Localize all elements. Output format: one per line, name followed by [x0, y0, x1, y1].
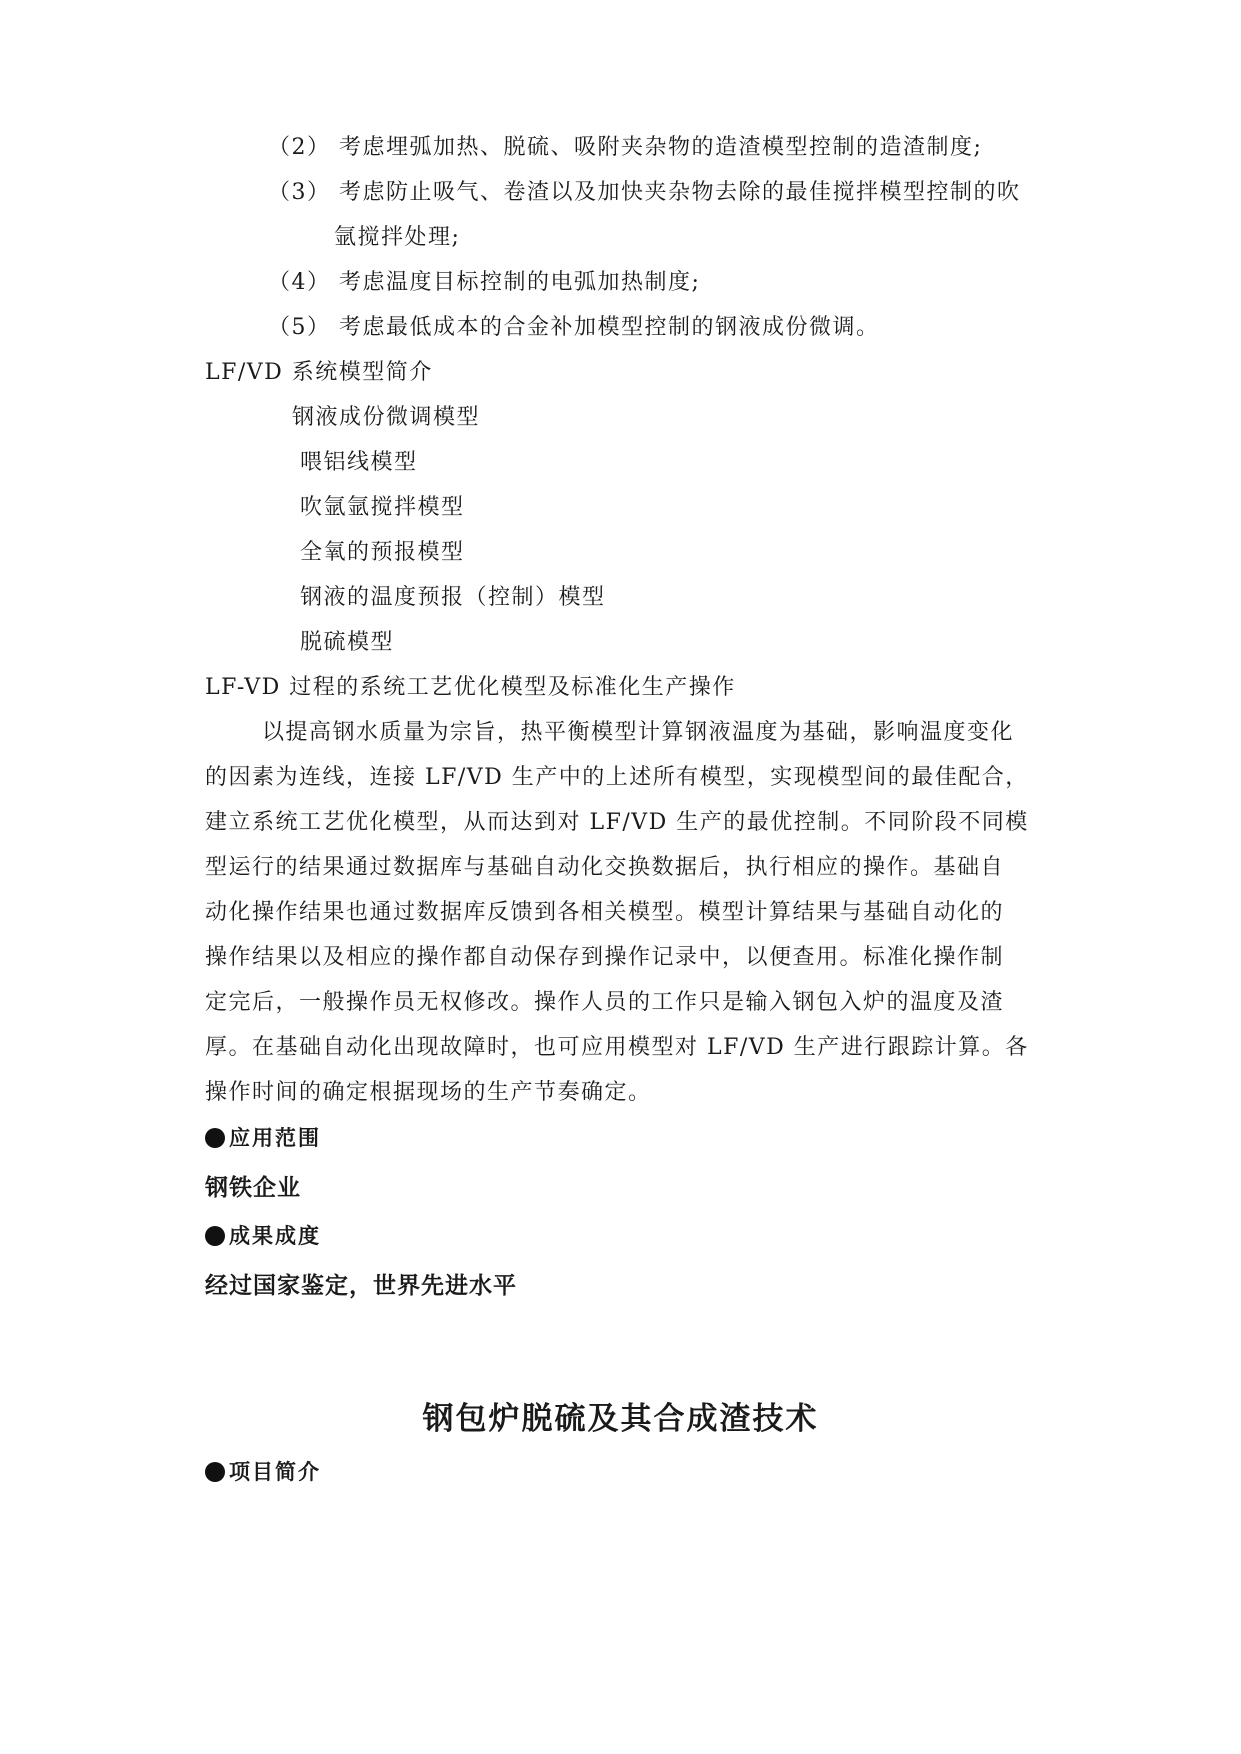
model-item: 全氧的预报模型 — [300, 540, 465, 565]
list-number: （2） — [268, 135, 331, 160]
list-item-5 — [268, 313, 880, 343]
optimization-heading: LF-VD 过程的系统工艺优化模型及标准化生产操作 — [205, 675, 736, 700]
model-item: 喂铝线模型 — [300, 450, 418, 475]
paragraph-line: 建立系统工艺优化模型，从而达到对 LF/VD 生产的最优控制。不同阶段不同模 — [205, 810, 1029, 835]
list-text: 考虑防止吸气、卷渣以及加快夹杂物去除的最佳搅拌模型控制的吹 — [339, 180, 1021, 205]
section-label: 项目简介 — [229, 1460, 321, 1484]
model-item: 脱硫模型 — [300, 630, 395, 655]
list-item-3-continuation: 氩搅拌处理; — [334, 225, 461, 250]
section-label: 应用范围 — [229, 1126, 321, 1150]
model-item: 钢液的温度预报（控制）模型 — [300, 585, 606, 610]
paragraph-line: 以提高钢水质量为宗旨，热平衡模型计算钢液温度为基础，影响温度变化 — [262, 720, 1015, 745]
bullet-icon — [205, 1226, 225, 1246]
paragraph-line: 定完后，一般操作员无权修改。操作人员的工作只是输入钢包入炉的温度及渣 — [205, 990, 1005, 1015]
bullet-icon — [205, 1462, 225, 1482]
list-item-2 — [268, 133, 982, 163]
section-project-intro — [205, 1458, 321, 1486]
list-number: （5） — [268, 315, 331, 340]
paragraph-line: 操作时间的确定根据现场的生产节奏确定。 — [205, 1080, 652, 1105]
section-label: 成果成度 — [229, 1224, 321, 1248]
maturity-value: 经过国家鉴定，世界先进水平 — [205, 1273, 517, 1299]
paragraph-line: 型运行的结果通过数据库与基础自动化交换数据后，执行相应的操作。基础自 — [205, 855, 1005, 880]
paragraph-line: 动化操作结果也通过数据库反馈到各相关模型。模型计算结果与基础自动化的 — [205, 900, 1005, 925]
list-text: 考虑埋弧加热、脱硫、吸附夹杂物的造渣模型控制的造渣制度; — [339, 135, 983, 160]
paragraph-line: 厚。在基础自动化出现故障时，也可应用模型对 LF/VD 生产进行跟踪计算。各 — [205, 1035, 1029, 1060]
list-text: 考虑最低成本的合金补加模型控制的钢液成份微调。 — [339, 315, 880, 340]
bullet-icon — [205, 1128, 225, 1148]
section-maturity — [205, 1222, 321, 1250]
model-item: 钢液成份微调模型 — [292, 405, 481, 430]
list-item-3 — [268, 178, 1021, 208]
list-number: （4） — [268, 270, 331, 295]
list-text: 考虑温度目标控制的电弧加热制度; — [339, 270, 701, 295]
application-value: 钢铁企业 — [205, 1175, 301, 1201]
section-application — [205, 1124, 321, 1152]
list-number: （3） — [268, 180, 331, 205]
model-item: 吹氩氩搅拌模型 — [300, 495, 465, 520]
next-section-title: 钢包炉脱硫及其合成渣技术 — [422, 1401, 819, 1437]
models-heading: LF/VD 系统模型简介 — [205, 360, 433, 385]
paragraph-line: 的因素为连线，连接 LF/VD 生产中的上述所有模型，实现模型间的最佳配合， — [205, 765, 1029, 790]
list-item-4 — [268, 268, 700, 298]
paragraph-line: 操作结果以及相应的操作都自动保存到操作记录中，以便查用。标准化操作制 — [205, 945, 1005, 970]
